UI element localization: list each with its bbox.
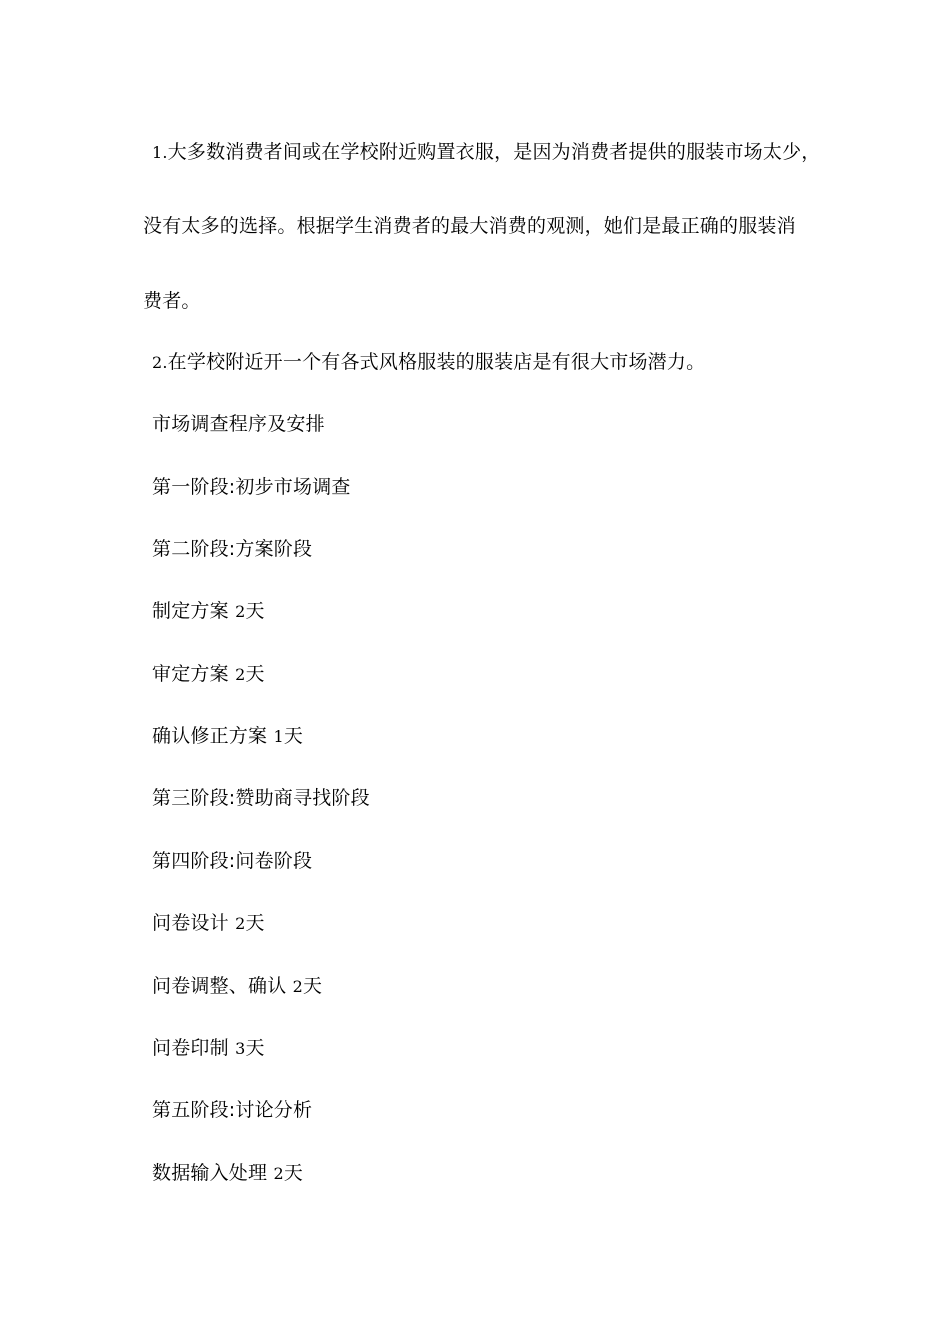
schedule-heading: 市场调查程序及安排 bbox=[152, 413, 325, 435]
schedule-item bbox=[152, 722, 303, 751]
schedule-item-label: 审定方案 bbox=[152, 663, 229, 685]
paragraph-1-line-1 bbox=[152, 138, 820, 167]
schedule-item-days: 2 bbox=[235, 665, 246, 684]
schedule-item-days: 2 bbox=[292, 977, 304, 996]
schedule-item-unit: 天 bbox=[283, 725, 304, 747]
schedule-item-days: 2 bbox=[235, 914, 246, 933]
schedule-item bbox=[152, 909, 265, 938]
schedule-item-unit: 天 bbox=[303, 975, 323, 997]
schedule-item bbox=[152, 660, 265, 689]
schedule-item-unit: 天 bbox=[245, 912, 265, 934]
schedule-item bbox=[152, 535, 312, 563]
schedule-item bbox=[152, 1159, 303, 1188]
schedule-item bbox=[152, 972, 322, 1001]
schedule-item-label: 第三阶段:赞助商寻找阶段 bbox=[152, 787, 370, 809]
schedule-item bbox=[152, 1034, 265, 1063]
schedule-item bbox=[152, 597, 265, 626]
schedule-item-days: 2 bbox=[273, 1164, 284, 1183]
schedule-item-unit: 天 bbox=[245, 663, 265, 685]
schedule-item bbox=[152, 847, 312, 875]
schedule-item-unit: 天 bbox=[245, 600, 265, 622]
paragraph-2 bbox=[152, 348, 705, 377]
schedule-item-label: 问卷调整、确认 bbox=[152, 975, 287, 997]
schedule-item-label: 第一阶段:初步市场调查 bbox=[152, 476, 351, 498]
schedule-item-days: 2 bbox=[235, 602, 246, 621]
schedule-item bbox=[152, 473, 351, 501]
schedule-item-days: 1 bbox=[273, 727, 284, 746]
paragraph-1-line-1-text: 大多数消费者间或在学校附近购置衣服，是因为消费者提供的服装市场太少， bbox=[167, 141, 821, 163]
schedule-item-unit: 天 bbox=[283, 1162, 304, 1184]
schedule-item-label: 问卷设计 bbox=[152, 912, 229, 934]
schedule-item-label: 第四阶段:问卷阶段 bbox=[152, 850, 313, 872]
schedule-item bbox=[152, 1096, 312, 1124]
paragraph-1-line-3: 费者。 bbox=[143, 290, 201, 312]
schedule-item-days: 3 bbox=[235, 1039, 246, 1058]
schedule-item-label: 数据输入处理 bbox=[152, 1162, 268, 1184]
schedule-item-label: 制定方案 bbox=[152, 600, 229, 622]
schedule-item-label: 第二阶段:方案阶段 bbox=[152, 538, 313, 560]
paragraph-2-text: 在学校附近开一个有各式风格服装的服装店是有很大市场潜力。 bbox=[167, 351, 706, 373]
paragraph-1-number: 1. bbox=[152, 143, 168, 162]
schedule-item-label: 问卷印制 bbox=[152, 1037, 229, 1059]
schedule-item-label: 第五阶段:讨论分析 bbox=[152, 1099, 313, 1121]
schedule-item-label: 确认修正方案 bbox=[152, 725, 268, 747]
schedule-item-unit: 天 bbox=[245, 1037, 265, 1059]
paragraph-1-line-2: 没有太多的选择。根据学生消费者的最大消费的观测，她们是最正确的服装消 bbox=[143, 215, 796, 237]
paragraph-2-number: 2. bbox=[152, 353, 168, 372]
schedule-item bbox=[152, 784, 370, 812]
